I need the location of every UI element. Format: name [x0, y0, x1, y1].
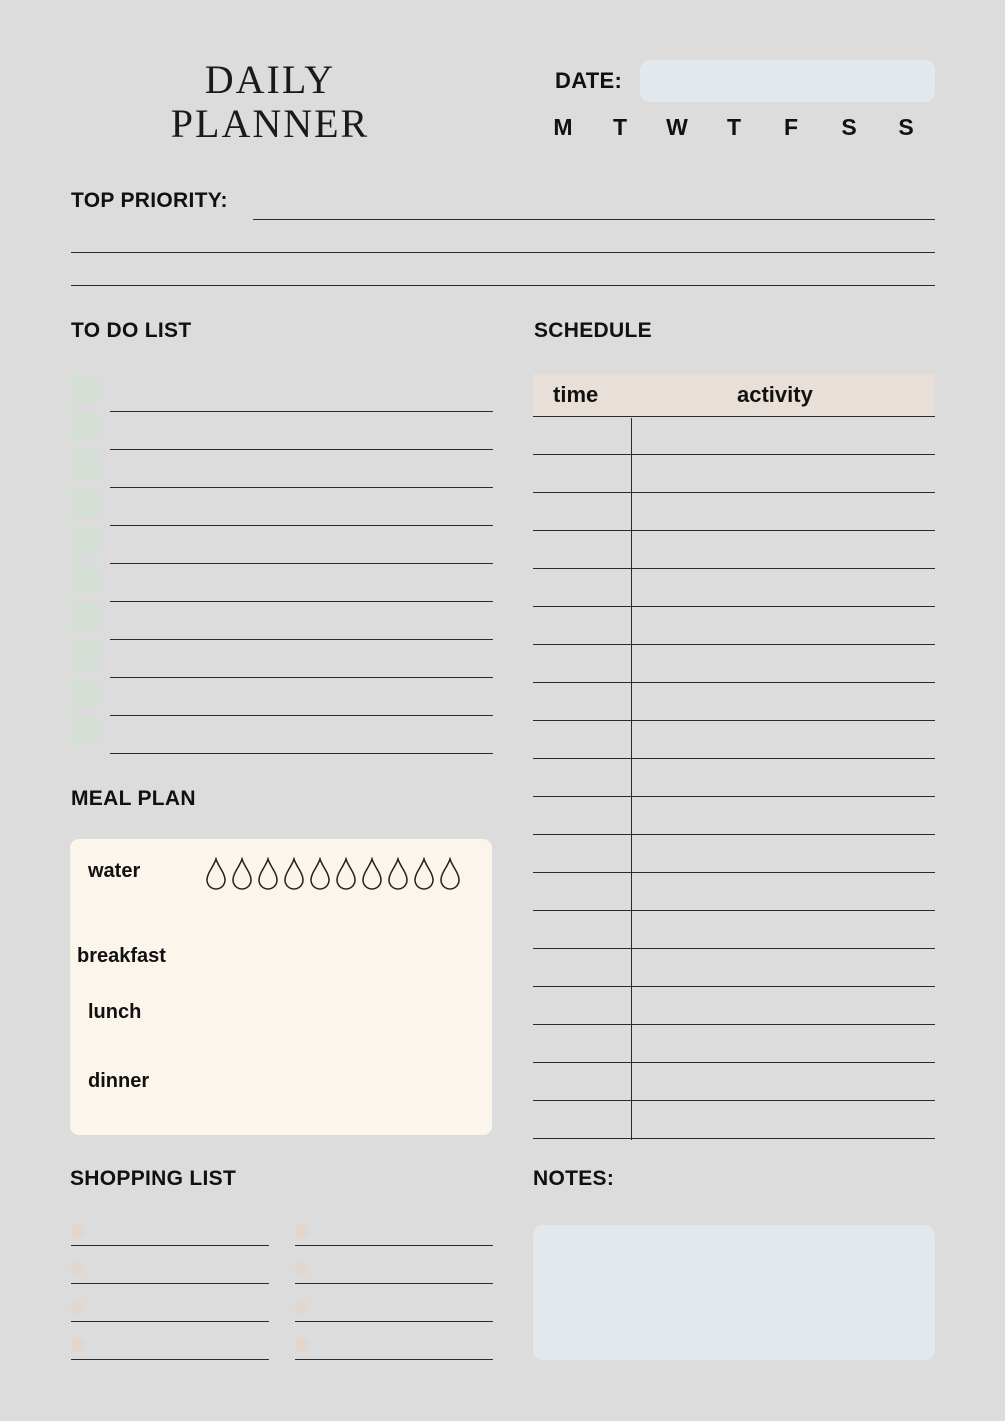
- schedule-row-line[interactable]: [533, 796, 935, 797]
- notes-heading: NOTES:: [533, 1167, 615, 1190]
- todo-checkbox[interactable]: [70, 602, 100, 632]
- weekday-tue[interactable]: T: [612, 114, 628, 140]
- shopping-list-heading: SHOPPING LIST: [70, 1167, 237, 1190]
- todo-item-line[interactable]: [110, 639, 493, 640]
- schedule-header: [533, 374, 935, 416]
- schedule-row-line[interactable]: [533, 1024, 935, 1025]
- todo-checkbox[interactable]: [70, 488, 100, 518]
- todo-checkbox[interactable]: [70, 374, 100, 404]
- top-priority-line-2[interactable]: [71, 252, 935, 253]
- lunch-label: lunch: [88, 1001, 142, 1023]
- schedule-row-line[interactable]: [533, 986, 935, 987]
- schedule-col-activity: activity: [737, 382, 813, 407]
- todo-checkbox[interactable]: [70, 412, 100, 442]
- todo-item-line[interactable]: [110, 411, 493, 412]
- dinner-label: dinner: [88, 1070, 150, 1092]
- date-label: DATE:: [555, 68, 623, 93]
- schedule-row-line[interactable]: [533, 644, 935, 645]
- shopping-bullet-icon: [295, 1224, 309, 1238]
- schedule-row-line[interactable]: [533, 568, 935, 569]
- schedule-col-time: time: [553, 382, 599, 407]
- page-title: [150, 58, 390, 146]
- schedule-row-line[interactable]: [533, 606, 935, 607]
- shopping-item-line[interactable]: [295, 1283, 493, 1284]
- schedule-row-line[interactable]: [533, 530, 935, 531]
- water-drop-icon[interactable]: [230, 857, 254, 891]
- schedule-heading: SCHEDULE: [534, 319, 652, 342]
- schedule-row-line[interactable]: [533, 872, 935, 873]
- shopping-item-line[interactable]: [295, 1245, 493, 1246]
- weekday-sun[interactable]: S: [898, 114, 914, 140]
- todo-item-line[interactable]: [110, 525, 493, 526]
- water-drop-icon[interactable]: [256, 857, 280, 891]
- weekday-sat[interactable]: S: [841, 114, 857, 140]
- schedule-row-line[interactable]: [533, 492, 935, 493]
- schedule-row-line[interactable]: [533, 454, 935, 455]
- shopping-bullet-icon: [71, 1300, 85, 1314]
- schedule-row-line[interactable]: [533, 1100, 935, 1101]
- todo-checkbox[interactable]: [70, 640, 100, 670]
- shopping-item-line[interactable]: [71, 1359, 269, 1360]
- shopping-bullet-icon: [71, 1224, 85, 1238]
- todo-item-line[interactable]: [110, 487, 493, 488]
- todo-heading: TO DO LIST: [71, 319, 192, 342]
- water-drop-icon[interactable]: [334, 857, 358, 891]
- water-drop-icon[interactable]: [282, 857, 306, 891]
- shopping-item-line[interactable]: [295, 1359, 493, 1360]
- schedule-row-line[interactable]: [533, 910, 935, 911]
- todo-item-line[interactable]: [110, 715, 493, 716]
- todo-checkbox[interactable]: [70, 526, 100, 556]
- schedule-row-line[interactable]: [533, 1138, 935, 1139]
- shopping-item-line[interactable]: [295, 1321, 493, 1322]
- schedule-row-line[interactable]: [533, 834, 935, 835]
- weekday-wed[interactable]: W: [666, 114, 688, 140]
- shopping-bullet-icon: [295, 1262, 309, 1276]
- water-drop-icon[interactable]: [204, 857, 228, 891]
- title-line-2: PLANNER: [170, 101, 370, 146]
- schedule-row-line[interactable]: [533, 758, 935, 759]
- todo-item-line[interactable]: [110, 601, 493, 602]
- schedule-row-line[interactable]: [533, 682, 935, 683]
- todo-checkbox[interactable]: [70, 450, 100, 480]
- water-tracker: [204, 857, 462, 891]
- todo-item-line[interactable]: [110, 677, 493, 678]
- water-drop-icon[interactable]: [412, 857, 436, 891]
- shopping-item-line[interactable]: [71, 1245, 269, 1246]
- breakfast-label: breakfast: [77, 945, 166, 967]
- top-priority-line-1[interactable]: [253, 219, 935, 220]
- shopping-bullet-icon: [295, 1300, 309, 1314]
- date-field[interactable]: [640, 60, 935, 102]
- schedule-column-divider: [631, 418, 632, 1140]
- todo-item-line[interactable]: [110, 563, 493, 564]
- weekday-thu[interactable]: T: [726, 114, 742, 140]
- shopping-item-line[interactable]: [71, 1283, 269, 1284]
- schedule-row-line[interactable]: [533, 1062, 935, 1063]
- shopping-item-line[interactable]: [71, 1321, 269, 1322]
- water-drop-icon[interactable]: [438, 857, 462, 891]
- todo-checkbox[interactable]: [70, 564, 100, 594]
- todo-checkbox[interactable]: [70, 716, 100, 746]
- shopping-bullet-icon: [71, 1338, 85, 1352]
- schedule-row-line[interactable]: [533, 720, 935, 721]
- shopping-bullet-icon: [71, 1262, 85, 1276]
- weekday-fri[interactable]: F: [783, 114, 799, 140]
- schedule-row-line[interactable]: [533, 416, 935, 417]
- weekday-mon[interactable]: M: [553, 114, 573, 140]
- schedule-row-line[interactable]: [533, 948, 935, 949]
- title-line-1: DAILY: [204, 57, 336, 102]
- water-drop-icon[interactable]: [386, 857, 410, 891]
- water-label: water: [88, 860, 141, 882]
- water-drop-icon[interactable]: [360, 857, 384, 891]
- todo-item-line[interactable]: [110, 449, 493, 450]
- top-priority-line-3[interactable]: [71, 285, 935, 286]
- meal-plan-heading: MEAL PLAN: [71, 787, 196, 810]
- todo-checkbox[interactable]: [70, 678, 100, 708]
- water-drop-icon[interactable]: [308, 857, 332, 891]
- todo-item-line[interactable]: [110, 753, 493, 754]
- top-priority-label: TOP PRIORITY:: [71, 189, 228, 212]
- shopping-bullet-icon: [295, 1338, 309, 1352]
- notes-field[interactable]: [533, 1225, 935, 1360]
